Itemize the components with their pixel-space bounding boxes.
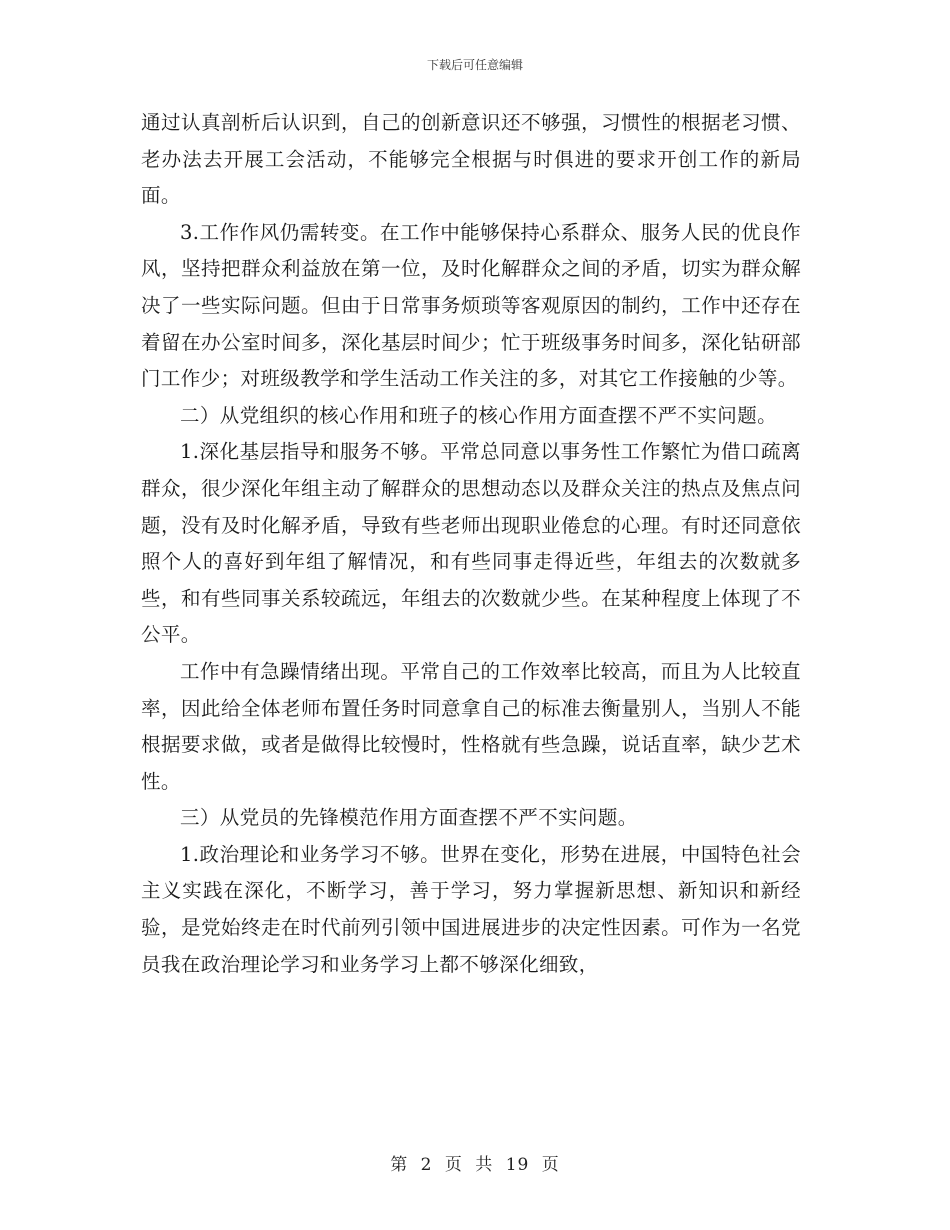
document-body — [141, 105, 801, 983]
paragraph: 通过认真剖析后认识到，自己的创新意识还不够强，习惯性的根据老习惯、老办法去开展工会活动，不能够完全根据与时俱进的要求开创工作的新局面。 — [141, 111, 801, 208]
paragraph: 1.深化基层指导和服务不够。平常总同意以事务性工作繁忙为借口疏离群众，很少深化年组主动了解群众的思想动态以及群众关注的热点及焦点问题，没有及时化解矛盾，导致有些老师出现职业倦怠的心理。有时还同意依照个人的喜好到年组了解情况，和有些同事走得近些，年组去的次数就多些，和有些同事关系较疏远，年组去的次数就少些。在某种程度上体现了不公平。 — [141, 440, 801, 647]
paragraph: 工作中有急躁情绪出现。平常自己的工作效率比较高，而且为人比较直率，因此给全体老师布置任务时同意拿自己的标准去衡量别人，当别人不能根据要求做，或者是做得比较慢时，性格就有些急躁，说话直率，缺少艺术性。 — [141, 659, 801, 793]
page-footer: 第 2 页 共 19 页 — [390, 1155, 560, 1175]
section-heading: 二）从党组织的核心作用和班子的核心作用方面查摆不严不实问题。 — [180, 403, 778, 427]
paragraph: 1.政治理论和业务学习不够。世界在变化，形势在进展，中国特色社会主义实践在深化，不断学习，善于学习，努力掌握新思想、新知识和新经验，是党始终走在时代前列引领中国进展进步的决定性因素。可作为一名党员我在政治理论学习和业务学习上都不够深化细致， — [141, 842, 801, 976]
paragraph: 3.工作作风仍需转变。在工作中能够保持心系群众、服务人民的优良作风，坚持把群众利益放在第一位，及时化解群众之间的矛盾，切实为群众解决了一些实际问题。但由于日常事务烦琐等客观原因的制约，工作中还存在着留在办公室时间多，深化基层时间少；忙于班级事务时间多，深化钻研部门工作少；对班级教学和学生活动工作关注的多，对其它工作接触的少等。 — [141, 220, 801, 391]
page-header: 下载后可任意编辑 — [426, 58, 523, 72]
section-heading: 三）从党员的先锋模范作用方面查摆不严不实问题。 — [180, 806, 638, 830]
